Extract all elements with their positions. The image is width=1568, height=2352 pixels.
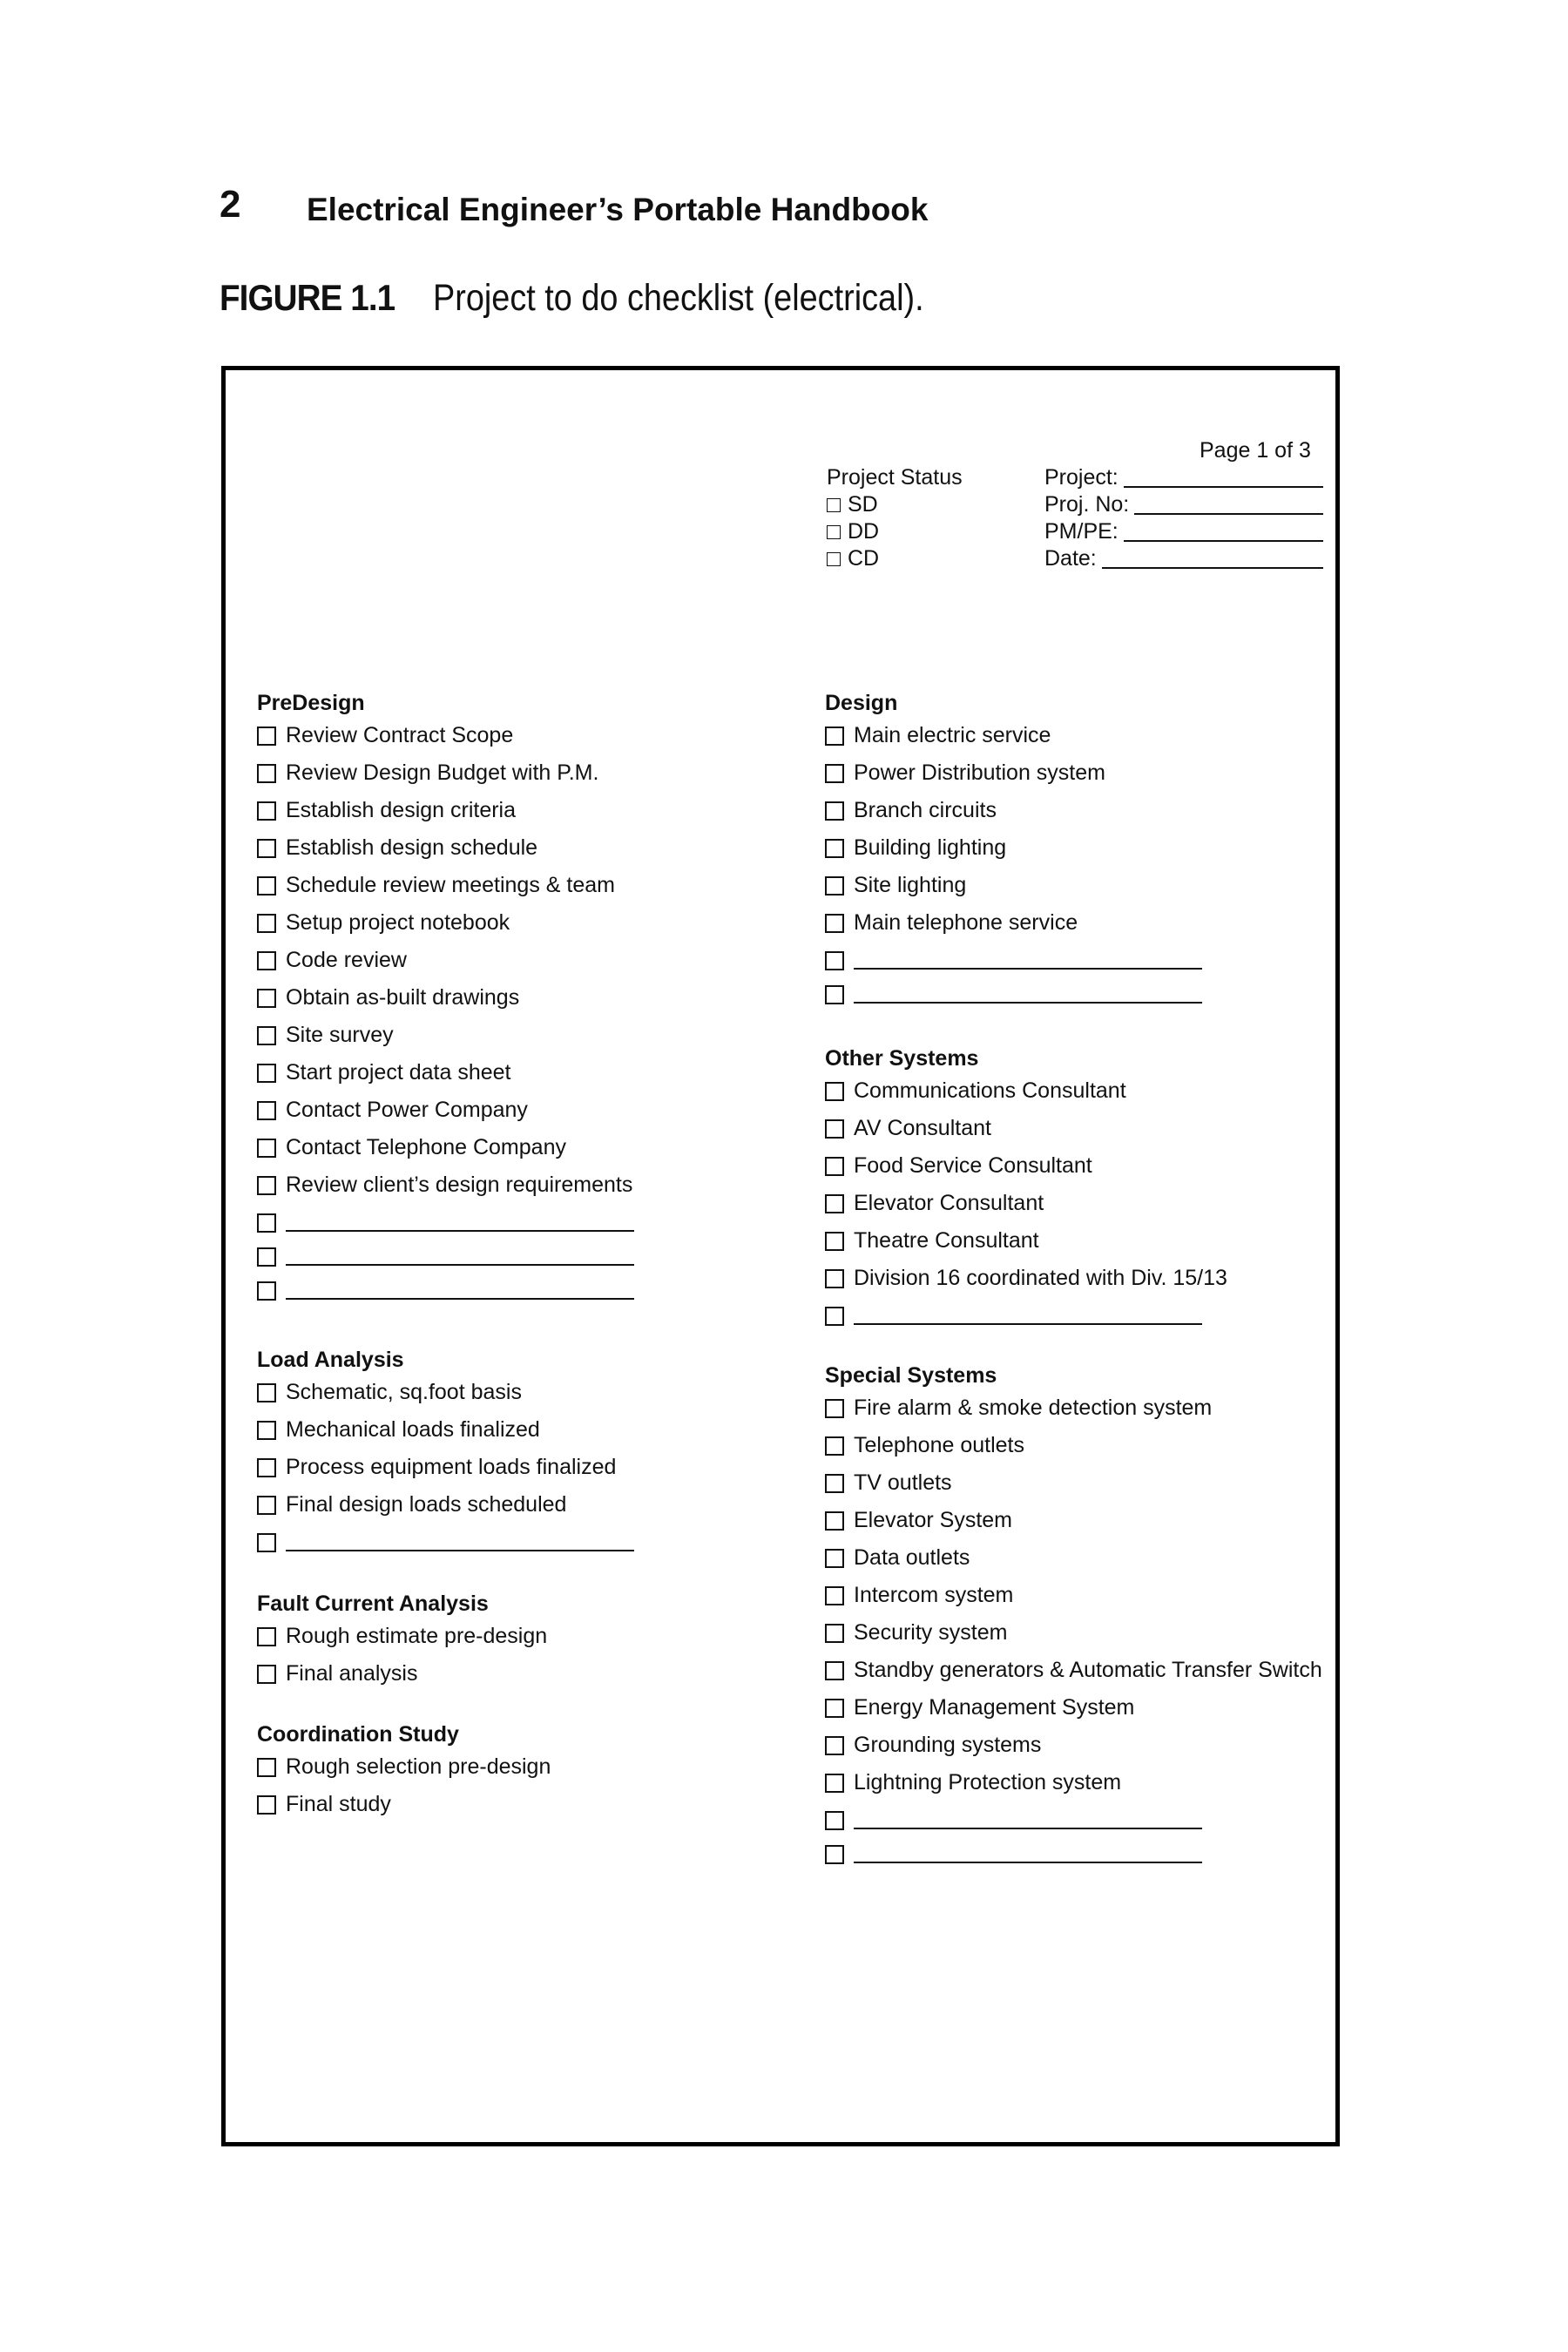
checkbox-icon[interactable] — [825, 1511, 844, 1531]
predesign-section — [257, 689, 634, 1311]
checkbox-icon[interactable] — [257, 951, 276, 970]
fault-current-section — [257, 1590, 547, 1698]
checklist-item[interactable] — [825, 1769, 1322, 1796]
checklist-item-label: Main electric service — [854, 723, 1051, 747]
checklist-item[interactable] — [257, 1172, 634, 1199]
project-input-line[interactable] — [1124, 467, 1323, 488]
checklist-item-label: Data outlets — [854, 1545, 970, 1570]
checklist-item-label: Review Contract Scope — [286, 723, 514, 747]
checkbox-icon[interactable] — [825, 1624, 844, 1643]
checklist-item-label: Establish design criteria — [286, 798, 517, 822]
checklist-item-label: Rough selection pre-design — [286, 1754, 551, 1779]
figure-label: FIGURE 1.1 — [220, 277, 395, 318]
checklist-item[interactable] — [257, 722, 634, 749]
checkbox-icon[interactable] — [257, 1213, 276, 1233]
checkbox-icon[interactable] — [257, 1281, 276, 1301]
checklist-item[interactable] — [825, 1470, 1322, 1497]
checklist-item[interactable] — [257, 909, 634, 936]
checkbox-icon[interactable] — [827, 498, 841, 512]
checklist-item[interactable] — [257, 1022, 634, 1049]
checklist-item-label: Intercom system — [854, 1583, 1014, 1607]
book-title: Electrical Engineer’s Portable Handbook — [307, 192, 929, 227]
checklist-item-label: Lightning Protection system — [854, 1770, 1122, 1794]
checklist-item[interactable] — [825, 1619, 1322, 1646]
checklist-item-label: Final analysis — [286, 1661, 418, 1686]
checkbox-icon[interactable] — [257, 1026, 276, 1045]
checklist-item[interactable] — [257, 947, 634, 974]
checkbox-icon[interactable] — [825, 1474, 844, 1493]
checkbox-icon[interactable] — [825, 1269, 844, 1288]
checkbox-icon[interactable] — [827, 525, 841, 539]
project-status-block — [827, 464, 963, 572]
other-systems-list — [825, 1078, 1227, 1326]
checklist-item[interactable] — [825, 722, 1202, 749]
checkbox-icon[interactable] — [257, 764, 276, 783]
checklist-item[interactable] — [257, 872, 634, 899]
section-title: Other Systems — [825, 1046, 979, 1071]
coordination-section — [257, 1720, 551, 1828]
checkbox-icon[interactable] — [825, 1119, 844, 1139]
checklist-item-label: Division 16 coordinated with Div. 15/13 — [854, 1266, 1227, 1290]
checkbox-icon[interactable] — [825, 1699, 844, 1718]
checklist-item-label: Setup project notebook — [286, 910, 510, 935]
blank-checklist-item[interactable] — [825, 1302, 1227, 1326]
page-of-label: Page 1 of 3 — [1200, 438, 1311, 463]
checkbox-icon[interactable] — [257, 1665, 276, 1684]
section-title: Coordination Study — [257, 1722, 459, 1747]
project-status-title: Project Status — [827, 465, 963, 490]
proj-no-field[interactable]: Proj. No: — [1044, 491, 1323, 518]
checkbox-icon[interactable] — [257, 1627, 276, 1646]
section-title: Design — [825, 691, 898, 715]
checkbox-icon[interactable] — [257, 727, 276, 746]
checklist-item-label: Obtain as-built drawings — [286, 985, 520, 1010]
checklist-item[interactable] — [825, 1507, 1322, 1534]
checkbox-icon[interactable] — [825, 1774, 844, 1793]
checklist-item[interactable] — [825, 760, 1202, 787]
checklist-item-label: Review Design Budget with P.M. — [286, 760, 599, 785]
checklist-item[interactable] — [825, 1190, 1227, 1217]
checklist-item-label: Power Distribution system — [854, 760, 1105, 785]
checkbox-icon[interactable] — [257, 1758, 276, 1777]
load-analysis-list — [257, 1379, 634, 1552]
checkbox-icon[interactable] — [825, 1811, 844, 1830]
checklist-item-label: Communications Consultant — [854, 1078, 1126, 1103]
checklist-item-label: Final study — [286, 1792, 391, 1816]
checkbox-icon[interactable] — [825, 1194, 844, 1213]
checklist-item-label: TV outlets — [854, 1470, 952, 1495]
checklist-item-label: Building lighting — [854, 835, 1007, 860]
checkbox-icon[interactable] — [257, 1139, 276, 1158]
checklist-item[interactable] — [257, 1097, 634, 1124]
checkbox-icon[interactable] — [257, 1533, 276, 1552]
checklist-item[interactable] — [825, 1732, 1322, 1759]
checklist-item[interactable] — [825, 1694, 1322, 1721]
checkbox-icon[interactable] — [257, 839, 276, 858]
section-title: Special Systems — [825, 1363, 997, 1388]
checklist-item-label: Security system — [854, 1620, 1008, 1645]
blank-entry-line[interactable] — [854, 947, 1202, 970]
checklist-item-label: Schematic, sq.foot basis — [286, 1380, 522, 1404]
blank-entry-line[interactable] — [286, 1277, 634, 1300]
checklist-item[interactable] — [257, 1059, 634, 1086]
checklist-item[interactable] — [825, 1395, 1322, 1422]
status-option-cd[interactable]: CD — [827, 545, 963, 572]
pm-pe-input-line[interactable] — [1124, 521, 1323, 542]
project-fields-block — [1044, 464, 1323, 572]
blank-checklist-item[interactable] — [257, 1243, 634, 1267]
status-option-dd[interactable]: DD — [827, 518, 963, 545]
special-systems-list — [825, 1395, 1322, 1864]
page-number: 2 — [220, 183, 241, 226]
checkbox-icon[interactable] — [825, 801, 844, 821]
checkbox-icon[interactable] — [257, 801, 276, 821]
checklist-item[interactable] — [257, 1454, 634, 1481]
checklist-item[interactable] — [257, 984, 634, 1011]
status-option-sd[interactable]: SD — [827, 491, 963, 518]
checkbox-icon[interactable] — [825, 1082, 844, 1101]
checklist-item[interactable] — [825, 1582, 1322, 1609]
blank-checklist-item[interactable] — [257, 1529, 634, 1552]
blank-entry-line[interactable] — [854, 1841, 1202, 1863]
checkbox-icon[interactable] — [825, 1399, 844, 1418]
other-systems-section — [825, 1044, 1227, 1336]
section-title: PreDesign — [257, 691, 365, 715]
checkbox-icon[interactable] — [257, 1383, 276, 1402]
checklist-item-label: Branch circuits — [854, 798, 997, 822]
checklist-item[interactable] — [257, 1134, 634, 1161]
predesign-list — [257, 722, 634, 1301]
proj-no-input-line[interactable] — [1134, 494, 1323, 515]
checklist-item[interactable] — [257, 1660, 547, 1687]
checklist-item[interactable] — [825, 1227, 1227, 1254]
checklist-item-label: Contact Power Company — [286, 1098, 528, 1122]
checklist-item-label: AV Consultant — [854, 1116, 991, 1140]
checkbox-icon[interactable] — [825, 764, 844, 783]
checklist-item-label: Final design loads scheduled — [286, 1492, 567, 1517]
checklist-item[interactable] — [257, 1791, 551, 1818]
checklist-item-label: Review client’s design requirements — [286, 1173, 633, 1197]
fault-current-list — [257, 1623, 547, 1687]
checklist-item[interactable] — [825, 1078, 1227, 1105]
checklist-item[interactable] — [257, 1754, 551, 1781]
blank-checklist-item[interactable] — [257, 1277, 634, 1301]
blank-checklist-item[interactable] — [825, 1841, 1322, 1864]
checkbox-icon[interactable] — [825, 1436, 844, 1456]
checkbox-icon[interactable] — [825, 727, 844, 746]
checklist-item-label: Rough estimate pre-design — [286, 1624, 548, 1648]
checklist-item-label: Code review — [286, 948, 407, 972]
checkbox-icon[interactable] — [825, 985, 844, 1004]
checklist-item[interactable] — [825, 909, 1202, 936]
coordination-list — [257, 1754, 551, 1818]
checkbox-icon[interactable] — [257, 1458, 276, 1477]
checklist-item[interactable] — [825, 1152, 1227, 1179]
checklist-item-label: Fire alarm & smoke detection system — [854, 1396, 1213, 1420]
checkbox-icon[interactable] — [257, 1064, 276, 1083]
checkbox-icon[interactable] — [257, 1101, 276, 1120]
checklist-item[interactable] — [825, 1432, 1322, 1459]
checklist-item-label: Elevator System — [854, 1508, 1013, 1532]
checkbox-icon[interactable] — [257, 1795, 276, 1815]
design-list — [825, 722, 1202, 1004]
checkbox-icon[interactable] — [257, 989, 276, 1008]
blank-checklist-item[interactable] — [825, 1807, 1322, 1830]
checklist-item-label: Schedule review meetings & team — [286, 873, 615, 897]
blank-entry-line[interactable] — [286, 1529, 634, 1551]
checkbox-icon[interactable] — [825, 1736, 844, 1755]
checklist-item[interactable] — [825, 1265, 1227, 1292]
checklist-item[interactable] — [257, 1491, 634, 1518]
checkbox-icon[interactable] — [257, 1421, 276, 1440]
checklist-item-label: Food Service Consultant — [854, 1153, 1092, 1178]
checklist-item-label: Contact Telephone Company — [286, 1135, 566, 1159]
checklist-item-label: Mechanical loads finalized — [286, 1417, 540, 1442]
checklist-item[interactable] — [257, 760, 634, 787]
checkbox-icon[interactable] — [257, 1496, 276, 1515]
checklist-item[interactable] — [257, 1379, 634, 1406]
checklist-item-label: Elevator Consultant — [854, 1191, 1044, 1215]
checkbox-icon[interactable] — [257, 1176, 276, 1195]
checklist-item-label: Grounding systems — [854, 1733, 1042, 1757]
checkbox-icon[interactable] — [827, 552, 841, 566]
checklist-item[interactable] — [257, 1416, 634, 1443]
checkbox-icon[interactable] — [257, 876, 276, 896]
blank-entry-line[interactable] — [286, 1243, 634, 1266]
date-field[interactable]: Date: — [1044, 545, 1323, 572]
checkbox-icon[interactable] — [825, 1661, 844, 1680]
checklist-item[interactable] — [825, 1115, 1227, 1142]
checkbox-icon[interactable] — [825, 951, 844, 970]
special-systems-section — [825, 1362, 1322, 1875]
checklist-item-label: Main telephone service — [854, 910, 1078, 935]
figure-caption-text: Project to do checklist (electrical). — [432, 277, 924, 319]
blank-entry-line[interactable] — [854, 1302, 1202, 1325]
checklist-item-label: Energy Management System — [854, 1695, 1135, 1720]
section-title: Load Analysis — [257, 1348, 404, 1372]
blank-checklist-item[interactable] — [257, 1209, 634, 1233]
checkbox-icon[interactable] — [825, 914, 844, 933]
blank-entry-line[interactable] — [854, 981, 1202, 1004]
checklist-item[interactable] — [257, 797, 634, 824]
checklist-item[interactable] — [257, 1623, 547, 1650]
checkbox-icon[interactable] — [825, 1586, 844, 1605]
checklist-item[interactable] — [825, 872, 1202, 899]
checklist-item-label: Theatre Consultant — [854, 1228, 1039, 1253]
section-title: Fault Current Analysis — [257, 1592, 489, 1616]
checklist-item-label: Start project data sheet — [286, 1060, 511, 1085]
checklist-item-label: Establish design schedule — [286, 835, 538, 860]
pm-pe-field[interactable]: PM/PE: — [1044, 518, 1323, 545]
checklist-item[interactable] — [825, 1544, 1322, 1571]
load-analysis-section — [257, 1346, 634, 1563]
checklist-item-label: Site lighting — [854, 873, 967, 897]
project-field[interactable]: Project: — [1044, 464, 1323, 491]
checklist-item[interactable] — [825, 1657, 1322, 1684]
checkbox-icon[interactable] — [825, 1232, 844, 1251]
checklist-form — [221, 366, 1340, 2146]
blank-checklist-item[interactable] — [825, 981, 1202, 1004]
figure-caption — [220, 277, 990, 320]
checklist-item[interactable] — [257, 835, 634, 862]
checkbox-icon[interactable] — [257, 914, 276, 933]
checklist-item-label: Site survey — [286, 1023, 394, 1047]
checklist-item-label: Telephone outlets — [854, 1433, 1024, 1457]
design-section — [825, 689, 1202, 1015]
checklist-item[interactable] — [825, 797, 1202, 824]
checklist-item-label: Process equipment loads finalized — [286, 1455, 617, 1479]
blank-entry-line[interactable] — [286, 1209, 634, 1232]
checkbox-icon[interactable] — [257, 1247, 276, 1267]
date-input-line[interactable] — [1102, 548, 1323, 569]
checkbox-icon[interactable] — [825, 1549, 844, 1568]
checkbox-icon[interactable] — [825, 876, 844, 896]
checklist-item[interactable] — [825, 835, 1202, 862]
blank-entry-line[interactable] — [854, 1807, 1202, 1829]
checklist-item-label: Standby generators & Automatic Transfer Switch — [854, 1658, 1322, 1682]
checkbox-icon[interactable] — [825, 1157, 844, 1176]
checkbox-icon[interactable] — [825, 839, 844, 858]
checkbox-icon[interactable] — [825, 1307, 844, 1326]
checkbox-icon[interactable] — [825, 1845, 844, 1864]
blank-checklist-item[interactable] — [825, 947, 1202, 970]
